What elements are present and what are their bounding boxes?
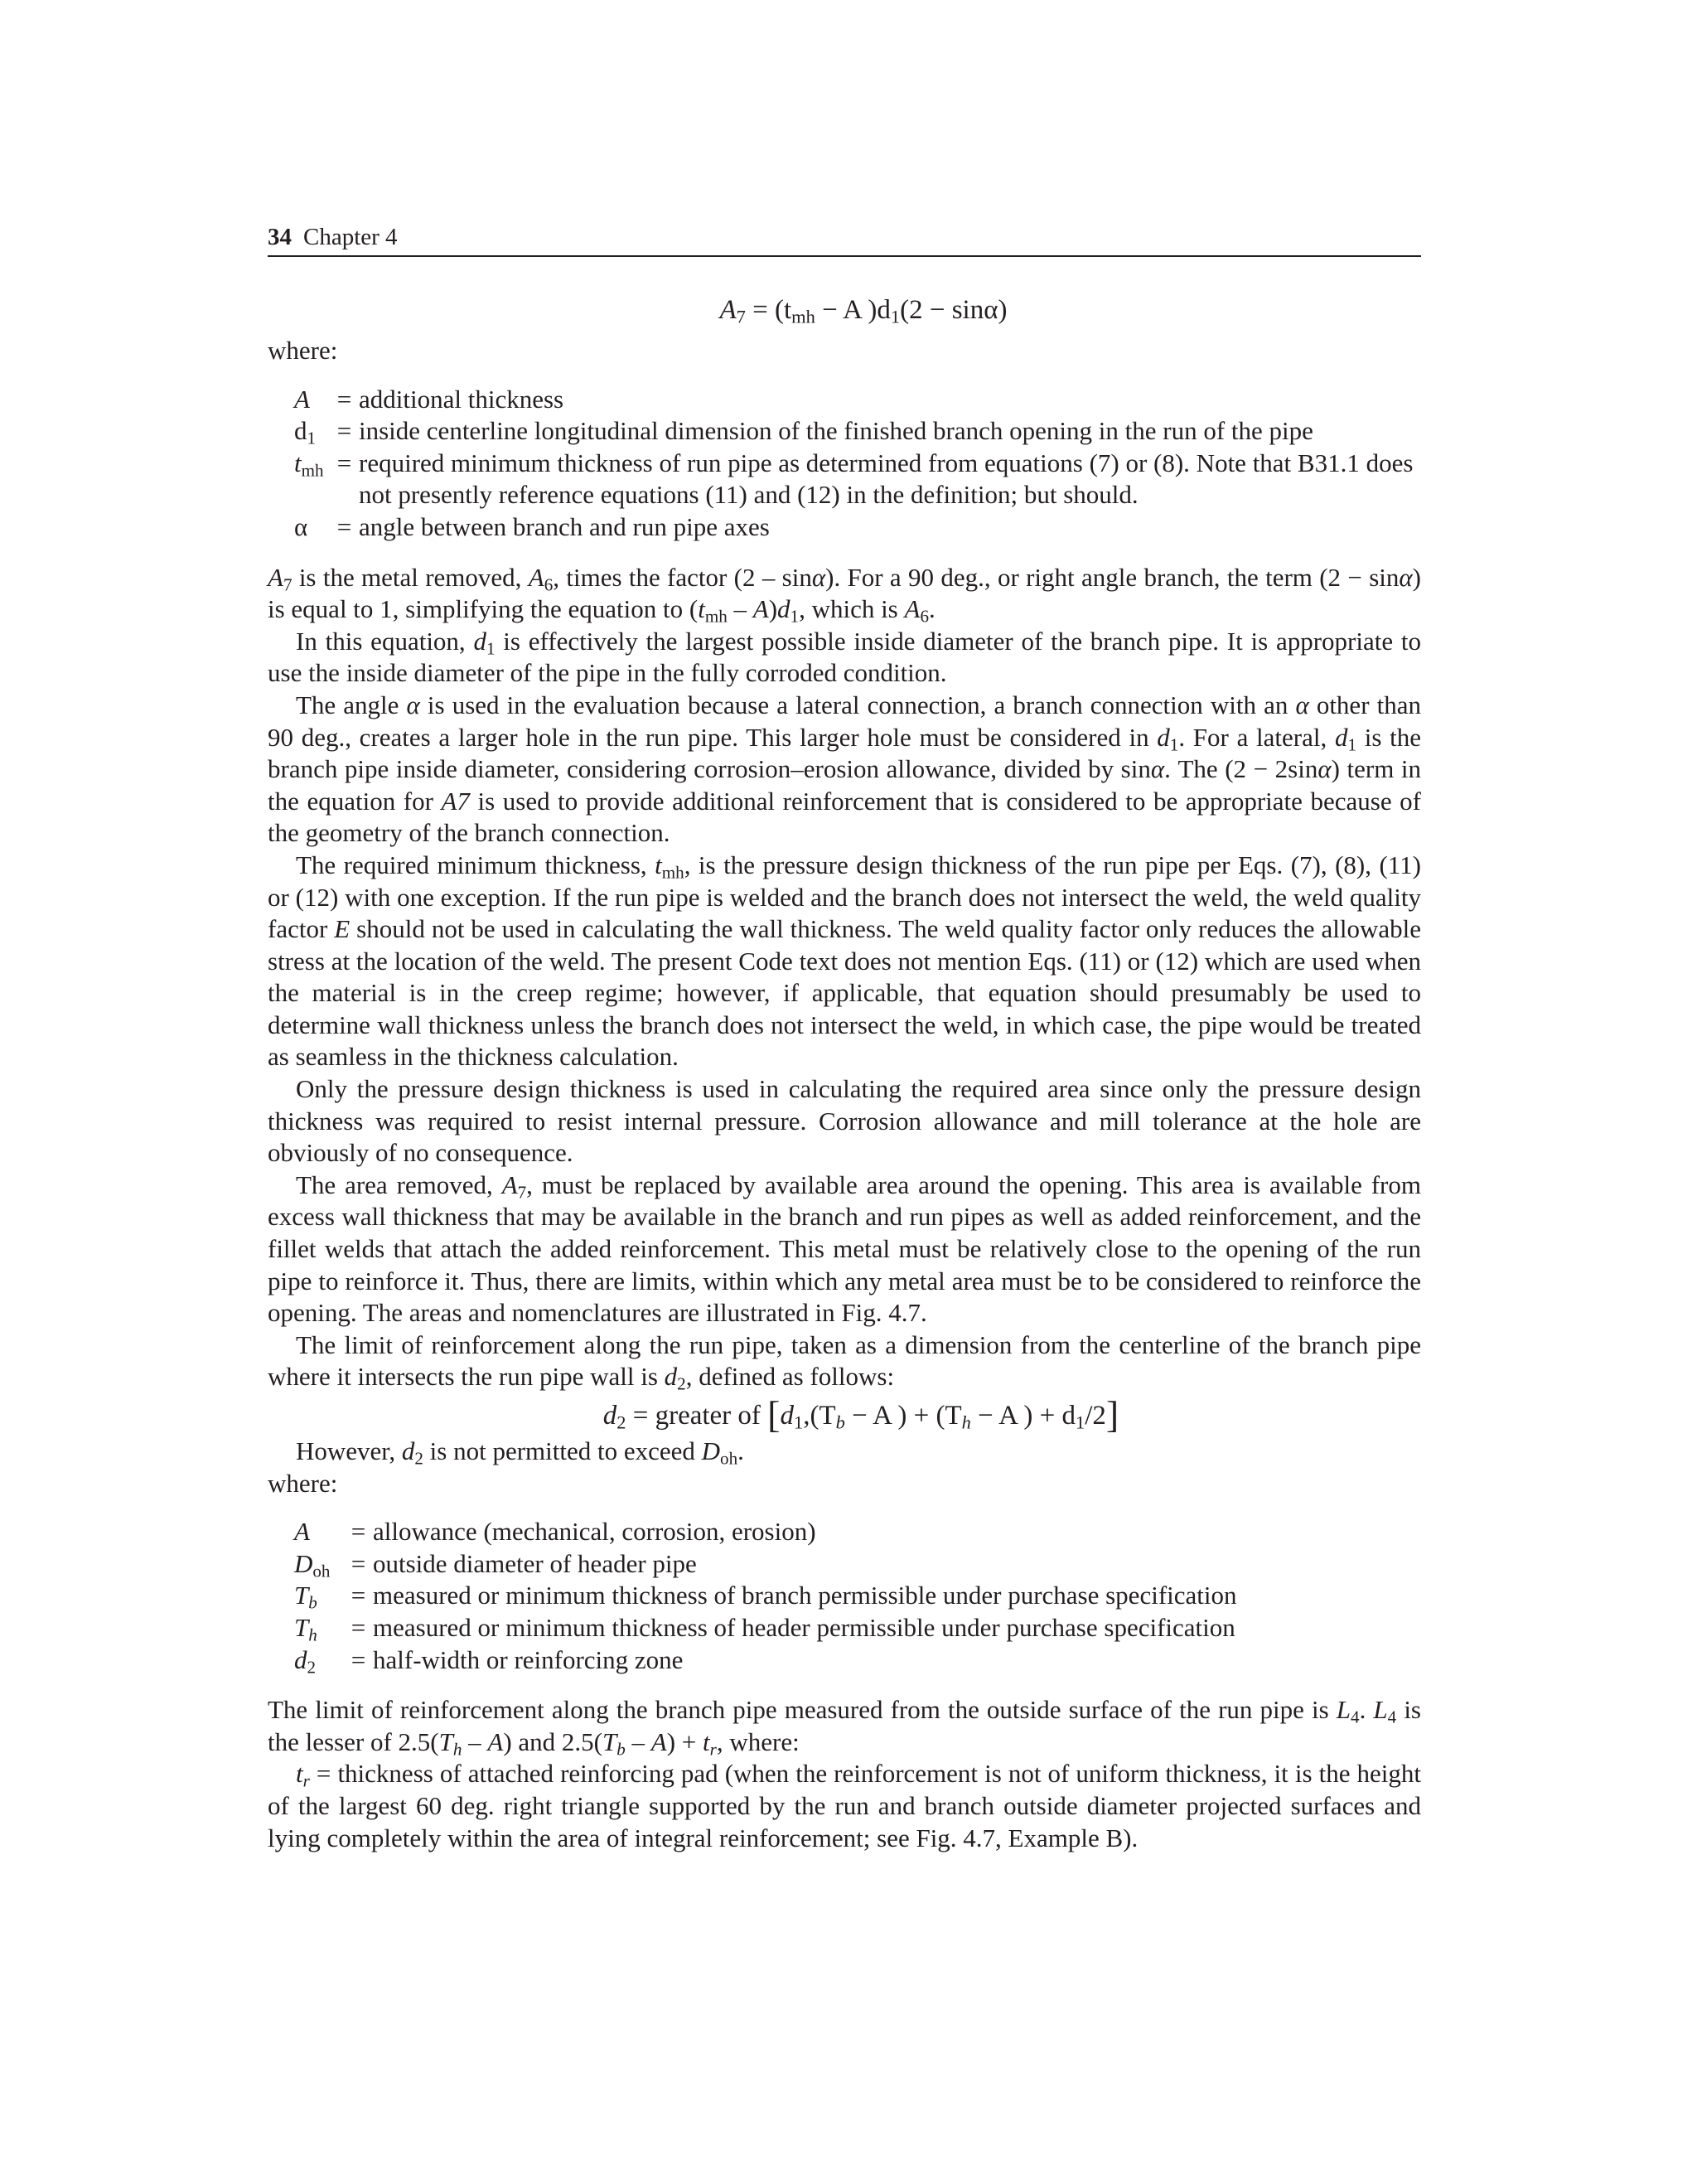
running-header bbox=[268, 222, 1421, 257]
where-label-2: where: bbox=[268, 1468, 338, 1498]
body-text bbox=[268, 562, 1421, 1855]
definition-equals: = bbox=[336, 384, 352, 414]
page bbox=[268, 222, 1421, 1854]
paragraph-tr: $t_r$ = thickness of attached reinforcing pad (when the reinforcement is not of uniform thickness, it is the height of the largest 60 deg. right triangle supported by the run and branch outside diameter projected surfaces and lying completely within the area of integral reinforcement; see Fig. 4.7, Example B). bbox=[268, 1759, 1421, 1852]
definition-row bbox=[268, 1580, 1421, 1612]
paragraph-limit: The limit of reinforcement along the run pipe, taken as a dimension from the centerline of the branch pipe where it intersects the run pipe wall is $d_2$, defined as follows: bbox=[268, 1329, 1421, 1394]
definition-equals: = bbox=[351, 1644, 366, 1674]
definition-text: required minimum thickness of run pipe as determined from equations (7) or (8). Note that B31.1 does not presently reference equations (11) and (12) in the definition; but should. bbox=[359, 448, 1414, 510]
definition-equals: = bbox=[351, 1581, 366, 1610]
paragraph-d1: In this equation, $d_1$ is effectively the largest possible inside diameter of the branch pipe. It is appropriate to use the inside diameter of the pipe in the fully corroded condition. bbox=[268, 626, 1422, 688]
definition-text: outside diameter of header pipe bbox=[373, 1548, 697, 1578]
definition-equals: = bbox=[336, 448, 352, 477]
definition-row bbox=[268, 1516, 1421, 1548]
definition-list-2 bbox=[268, 1516, 1421, 1676]
definition-equals: = bbox=[336, 511, 352, 541]
definition-symbol: $T_b$ bbox=[294, 1581, 317, 1613]
definition-equals: = bbox=[351, 1612, 366, 1642]
definition-text: half-width or reinforcing zone bbox=[373, 1644, 684, 1674]
definition-text: angle between branch and run pipe axes bbox=[359, 511, 770, 541]
equation-d2: $d_2$ = greater of [$d_1,(T_b - A$ ) + ($T_h - A$ ) + $d_1/2$] bbox=[602, 1393, 1119, 1436]
where-label: where: bbox=[268, 336, 338, 365]
definition-row bbox=[268, 384, 1421, 416]
paragraph-l4: The limit of reinforcement along the branch pipe measured from the outside surface of the run pipe is $L_4$. $L_4$ is the lesser of $2.5(T_h - A)$ and $2.5(T_b - A) + t_r$, where: bbox=[268, 1695, 1421, 1760]
chapter-title: Chapter 4 bbox=[303, 224, 398, 250]
definition-text: additional thickness bbox=[359, 384, 564, 414]
definition-symbol: $d_1$ bbox=[294, 416, 317, 448]
definition-row bbox=[268, 511, 1421, 544]
definition-text: allowance (mechanical, corrosion, erosion) bbox=[373, 1517, 816, 1547]
paragraph-a7: $A_7$ is the metal removed, $A_6$, times the factor (2 – sinα). For a 90 deg., or right angle branch, the term (2 − sinα) is equal to 1, simplifying the equation to $(t_{mh} - A)d_1$, which is $A_6$. bbox=[268, 562, 1421, 627]
paragraph-pressure: Only the pressure design thickness is used in calculating the required area since only the pressure design thickness was required to resist internal pressure. Corrosion allowance and mill tolerance at the hole are obviously of no consequence. bbox=[268, 1074, 1421, 1168]
definition-symbol: α bbox=[294, 511, 308, 541]
definition-equals: = bbox=[336, 416, 352, 446]
paragraph-angle: The angle α is used in the evaluation because a lateral connection, a branch connection with an α other than 90 deg., creates a larger hole in the run pipe. This larger hole must be considered in $d_1$. For a lateral, $d_1$ is the branch pipe inside diameter, considering corrosion–erosion allowance, divided by sinα. The (2 − 2sinα) term in the equation for A7 is used to provide additional reinforcement that is considered to be appropriate because of the geometry of the branch connection. bbox=[268, 690, 1422, 848]
definition-row bbox=[268, 415, 1421, 448]
definition-text: measured or minimum thickness of header permissible under purchase specification bbox=[373, 1612, 1235, 1642]
page-number: 34 bbox=[268, 224, 292, 250]
definition-row bbox=[268, 1644, 1421, 1677]
paragraph-however: However, $d_2$ is not permitted to exceed $D_{oh}$. bbox=[296, 1436, 744, 1469]
definition-row bbox=[268, 1612, 1421, 1644]
definition-equals: = bbox=[351, 1517, 366, 1547]
definition-symbol: $D_{oh}$ bbox=[294, 1548, 331, 1581]
definition-list-1 bbox=[268, 384, 1421, 544]
paragraph-tmh: The required minimum thickness, $t_{mh}$, is the pressure design thickness of the run pipe per Eqs. (7), (8), (11) or (12) with one exception. If the run pipe is welded and the branch does not intersect the weld, the weld quality factor E should not be used in calculating the wall thickness. The weld quality factor only reduces the allowable stress at the location of the weld. The present Code text does not mention Eqs. (11) or (12) which are used when the material is in the creep regime; however, if applicable, that equation should presumably be used to determine wall thickness unless the branch does not intersect the weld, in which case, the pipe would be treated as seamless in the thickness calculation. bbox=[268, 850, 1422, 1072]
definition-symbol: A bbox=[294, 384, 310, 414]
definition-symbol: $d_2$ bbox=[294, 1644, 317, 1677]
definition-text: measured or minimum thickness of branch permissible under purchase specification bbox=[373, 1581, 1237, 1610]
equation-a7: $A_7 = (t_{mh} - A$ )$d_1(2 - \sin\alpha)$ bbox=[719, 295, 1008, 327]
definition-row bbox=[268, 1548, 1421, 1581]
definition-symbol: $t_{mh}$ bbox=[294, 448, 324, 481]
definition-symbol: $T_h$ bbox=[294, 1612, 317, 1645]
definition-equals: = bbox=[351, 1548, 366, 1578]
definition-symbol: A bbox=[294, 1517, 310, 1547]
definition-text: inside centerline longitudinal dimension of the finished branch opening in the run of the pipe bbox=[359, 416, 1313, 446]
definition-row bbox=[268, 448, 1421, 511]
paragraph-area: The area removed, $A_7$, must be replaced by available area around the opening. This area is available from excess wall thickness that may be available in the branch and run pipes as well as added reinforcement, and the fillet welds that attach the added reinforcement. This metal must be relatively close to the opening of the run pipe to reinforce it. Thus, there are limits, within which any metal area must be to be considered to reinforce the opening. The areas and nomenclatures are illustrated in Fig. 4.7. bbox=[268, 1169, 1421, 1328]
